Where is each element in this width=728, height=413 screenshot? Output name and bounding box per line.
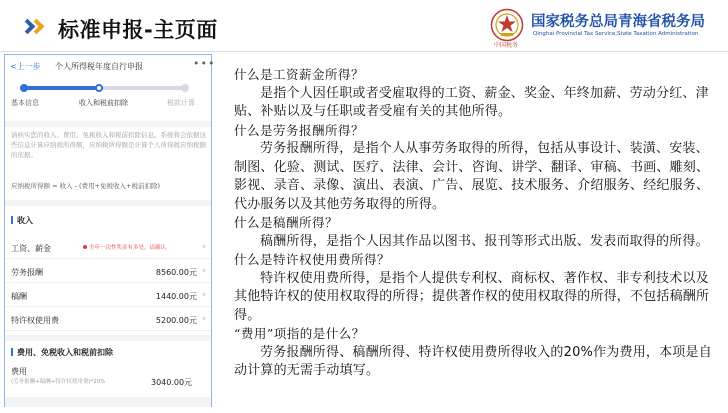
bureau-name-en: Qinghai Provincial Tax Service,State Taxation Administration — [533, 31, 699, 37]
step-progress — [5, 81, 211, 117]
page-title: 标准申报-主页面 — [58, 18, 218, 42]
expense-formula: (劳务报酬+稿酬+特许权使用费)*20% — [11, 379, 106, 385]
faq-answer: 劳务报酬所得、稿酬所得、特许权使用费所得收入的20%作为费用，本项是自动计算的无需手动填写。 — [234, 344, 712, 378]
tax-emblem-icon — [490, 8, 524, 42]
step-dot-current — [95, 84, 103, 92]
faq-question: 什么是劳务报酬所得？ — [234, 122, 365, 138]
deduction-section-title: 费用、免税收入和税前扣除 — [11, 347, 113, 358]
warning-text: 全年一次性奖金有多处，请确认 — [89, 245, 167, 251]
emblem-text: 中国税务 — [494, 42, 519, 49]
section-separator — [5, 335, 211, 341]
faq-question: 什么是稿酬所得？ — [234, 215, 339, 230]
more-icon[interactable]: ••• — [193, 57, 216, 70]
section-separator — [5, 121, 211, 127]
faq-answer: 稿酬所得，是指个人因其作品以图书、报刊等形式出版、发表而取得的所得。 — [260, 233, 709, 249]
row-value: 5200.00元 — [155, 316, 197, 325]
step-label-tax-calc[interactable]: 税款计算 — [167, 99, 195, 107]
phone-screenshot — [4, 54, 216, 407]
expense-value: 3040.00元 — [151, 378, 193, 387]
step-dot-done — [20, 84, 28, 92]
slide-header — [0, 0, 728, 52]
step-label-income[interactable]: 收入和税前扣除 — [79, 99, 128, 107]
chevron-right-icon: › — [202, 314, 206, 324]
faq-question: 什么是工资薪金所得？ — [234, 67, 365, 82]
row-label: 特许权使用费 — [11, 316, 59, 325]
income-section-title: 收入 — [11, 215, 33, 226]
phone-nav-title: 个人所得税年度自行申报 — [55, 62, 143, 71]
row-label: 劳务报酬 — [11, 268, 43, 277]
bureau-name: 国家税务总局青海省税务局 — [531, 14, 705, 30]
chevron-right-icon: › — [202, 266, 206, 276]
row-label: 工资、薪金 — [11, 244, 51, 253]
expense-label: 费用 — [11, 367, 27, 376]
row-value: 8560.00元 — [155, 268, 197, 277]
chevron-right-icon: › — [202, 290, 206, 300]
income-row-royalty-manuscript[interactable] — [5, 283, 211, 307]
progress-done-bar — [25, 86, 100, 90]
phone-nav-bar — [5, 55, 216, 77]
income-row-franchise[interactable] — [5, 307, 211, 331]
phone-bottom-bar — [5, 397, 211, 407]
faq-text — [234, 66, 712, 381]
faq-question: “费用”项指的是什么？ — [234, 326, 365, 341]
step-label-basic-info[interactable]: 基本信息 — [11, 99, 39, 107]
progress-pending-bar — [100, 86, 185, 90]
double-chevron-icon — [22, 19, 52, 37]
section-separator — [5, 200, 211, 206]
faq-answer: 是指个人因任职或者受雇取得的工资、薪金、奖金、年终加薪、劳动分红、津贴、补贴以及与任职或者受雇有关的其他所得。 — [234, 85, 709, 119]
row-value: 1440.00元 — [155, 292, 197, 301]
row-label: 稿酬 — [11, 292, 27, 301]
back-button[interactable]: <上一步 — [10, 62, 41, 71]
income-row-labor[interactable] — [5, 259, 211, 283]
faq-question: 什么是特许权使用费所得？ — [234, 252, 391, 267]
formula-text: 应纳税所得额 = 收入 - (费用+免税收入+税前扣除) — [11, 182, 161, 190]
faq-answer: 劳务报酬所得，是指个人从事劳务取得的所得，包括从事设计、装潢、安装、制图、化验、测试、医疗、法律、会计、咨询、讲学、翻译、审稿、书画、雕刻、影视、录音、录像、演出、表演、广告、展览、技术服务、介绍服务、经纪服务、代办服务以及其他劳务取得的所得。 — [234, 141, 710, 212]
header-divider — [0, 51, 728, 52]
chevron-right-icon: › — [202, 242, 206, 252]
hint-text: 请核实您的收入、费用、免税收入和税前扣除信息。系统将会依据这些信息计算应纳税所得额，应纳税所得额是计算个人所得税应纳税额的依据。 — [11, 131, 206, 159]
warning-dot-icon — [83, 245, 87, 249]
income-row-wages[interactable] — [5, 235, 211, 259]
faq-answer: 特许权使用费所得，是指个人提供专利权、商标权、著作权、非专利技术以及其他特许权的使用权取得的所得；提供著作权的使用权取得的所得，不包括稿酬所得。 — [234, 270, 710, 323]
step-dot-pending — [181, 84, 189, 92]
